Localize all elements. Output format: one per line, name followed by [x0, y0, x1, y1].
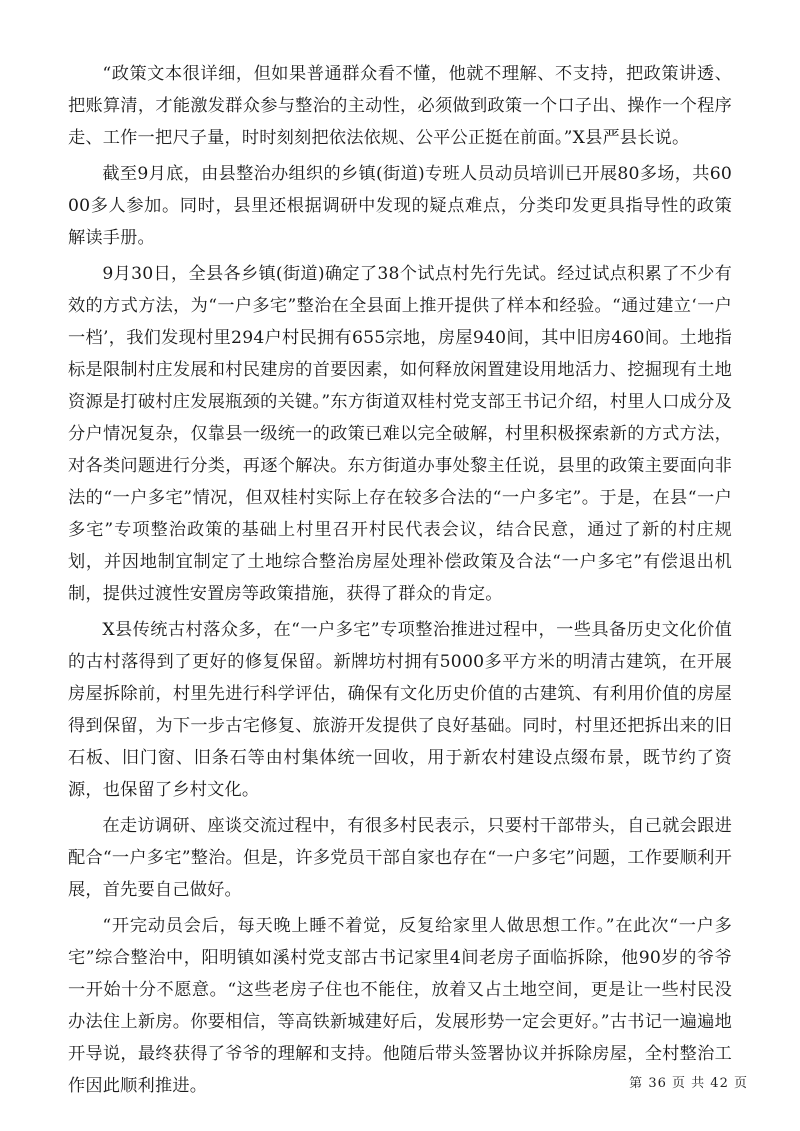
paragraph-cadres-lead: 在走访调研、座谈交流过程中，有很多村民表示，只要村干部带头，自己就会跟进配合“一户多宅”整治。但是，许多党员干部自家也存在“一户多宅”问题，工作要顺利开展，首先要自己做好。	[68, 816, 732, 900]
paragraph-ancient-villages: X县传统古村落众多，在“一户多宅”专项整治推进过程中，一些具备历史文化价值的古村落得到了更好的修复保留。新牌坊村拥有5000多平方米的明清古建筑，在开展房屋拆除前，村里先进行科学评估，确保有文化历史价值的古建筑、有利用价值的房屋得到保留，为下一步古宅修复、旅游开发提供了良好基础。同时，村里还把拆出来的旧石板、旧门窗、旧条石等由村集体统一回收，用于新农村建设点缀布景，既节约了资源，也保留了乡村文化。	[68, 620, 732, 800]
paragraph-training-stats: 截至9月底，由县整治办组织的乡镇(街道)专班人员动员培训已开展80多场，共6000多人参加。同时，县里还根据调研中发现的疑点难点，分类印发更具指导性的政策解读手册。	[68, 164, 732, 248]
footer-prefix: 第	[629, 1076, 644, 1091]
paragraph-secretary-story: “开完动员会后，每天晚上睡不着觉，反复给家里人做思想工作。”在此次“一户多宅”综合整治中，阳明镇如溪村党支部古书记家里4间老房子面临拆除，他90岁的爷爷一开始十分不愿意。“这些老房子住也不能住，放着又占土地空间，更是让一些村民没办法住上新房。你要相信，等高铁新城建好后，发展形势一定会更好。”古书记一遍遍地开导说，最终获得了爷爷的理解和支持。他随后带头签署协议并拆除房屋，全村整治工作因此顺利推进。	[68, 916, 732, 1096]
paragraph-pilot-villages: 9月30日，全县各乡镇(街道)确定了38个试点村先行先试。经过试点积累了不少有效的方式方法，为“一户多宅”整治在全县面上推开提供了样本和经验。“通过建立‘一户一档’，我们发现村里294户村民拥有655宗地，房屋940间，其中旧房460间。土地指标是限制村庄发展和村民建房的首要因素，如何释放闲置建设用地活力、挖掘现有土地资源是打破村庄发展瓶颈的关键。”东方街道双桂村党支部王书记介绍，村里人口成分及分户情况复杂，仅靠县一级统一的政策已难以完全破解，村里积极探索新的方式方法，对各类问题进行分类，再逐个解决。东方街道办事处黎主任说，县里的政策主要面向非法的“一户多宅”情况，但双桂村实际上存在较多合法的“一户多宅”。于是，在县“一户多宅”专项整治政策的基础上村里召开村民代表会议，结合民意，通过了新的村庄规划，并因地制宜制定了土地综合整治房屋处理补偿政策及合法“一户多宅”有偿退出机制，提供过渡性安置房等政策措施，获得了群众的肯定。	[68, 264, 732, 604]
paragraph-policy-quote: “政策文本很详细，但如果普通群众看不懂，他就不理解、不支持，把政策讲透、把账算清，才能激发群众参与整治的主动性，必须做到政策一个口子出、操作一个程序走、工作一把尺子量，时时刻刻把依法依规、公平公正挺在前面。”X县严县长说。	[68, 64, 732, 148]
current-page-number: 36	[648, 1076, 667, 1091]
page-number-footer	[629, 1072, 748, 1091]
footer-suffix: 页	[733, 1076, 748, 1091]
total-page-number: 42	[710, 1076, 729, 1091]
footer-middle: 页 共	[672, 1076, 706, 1091]
